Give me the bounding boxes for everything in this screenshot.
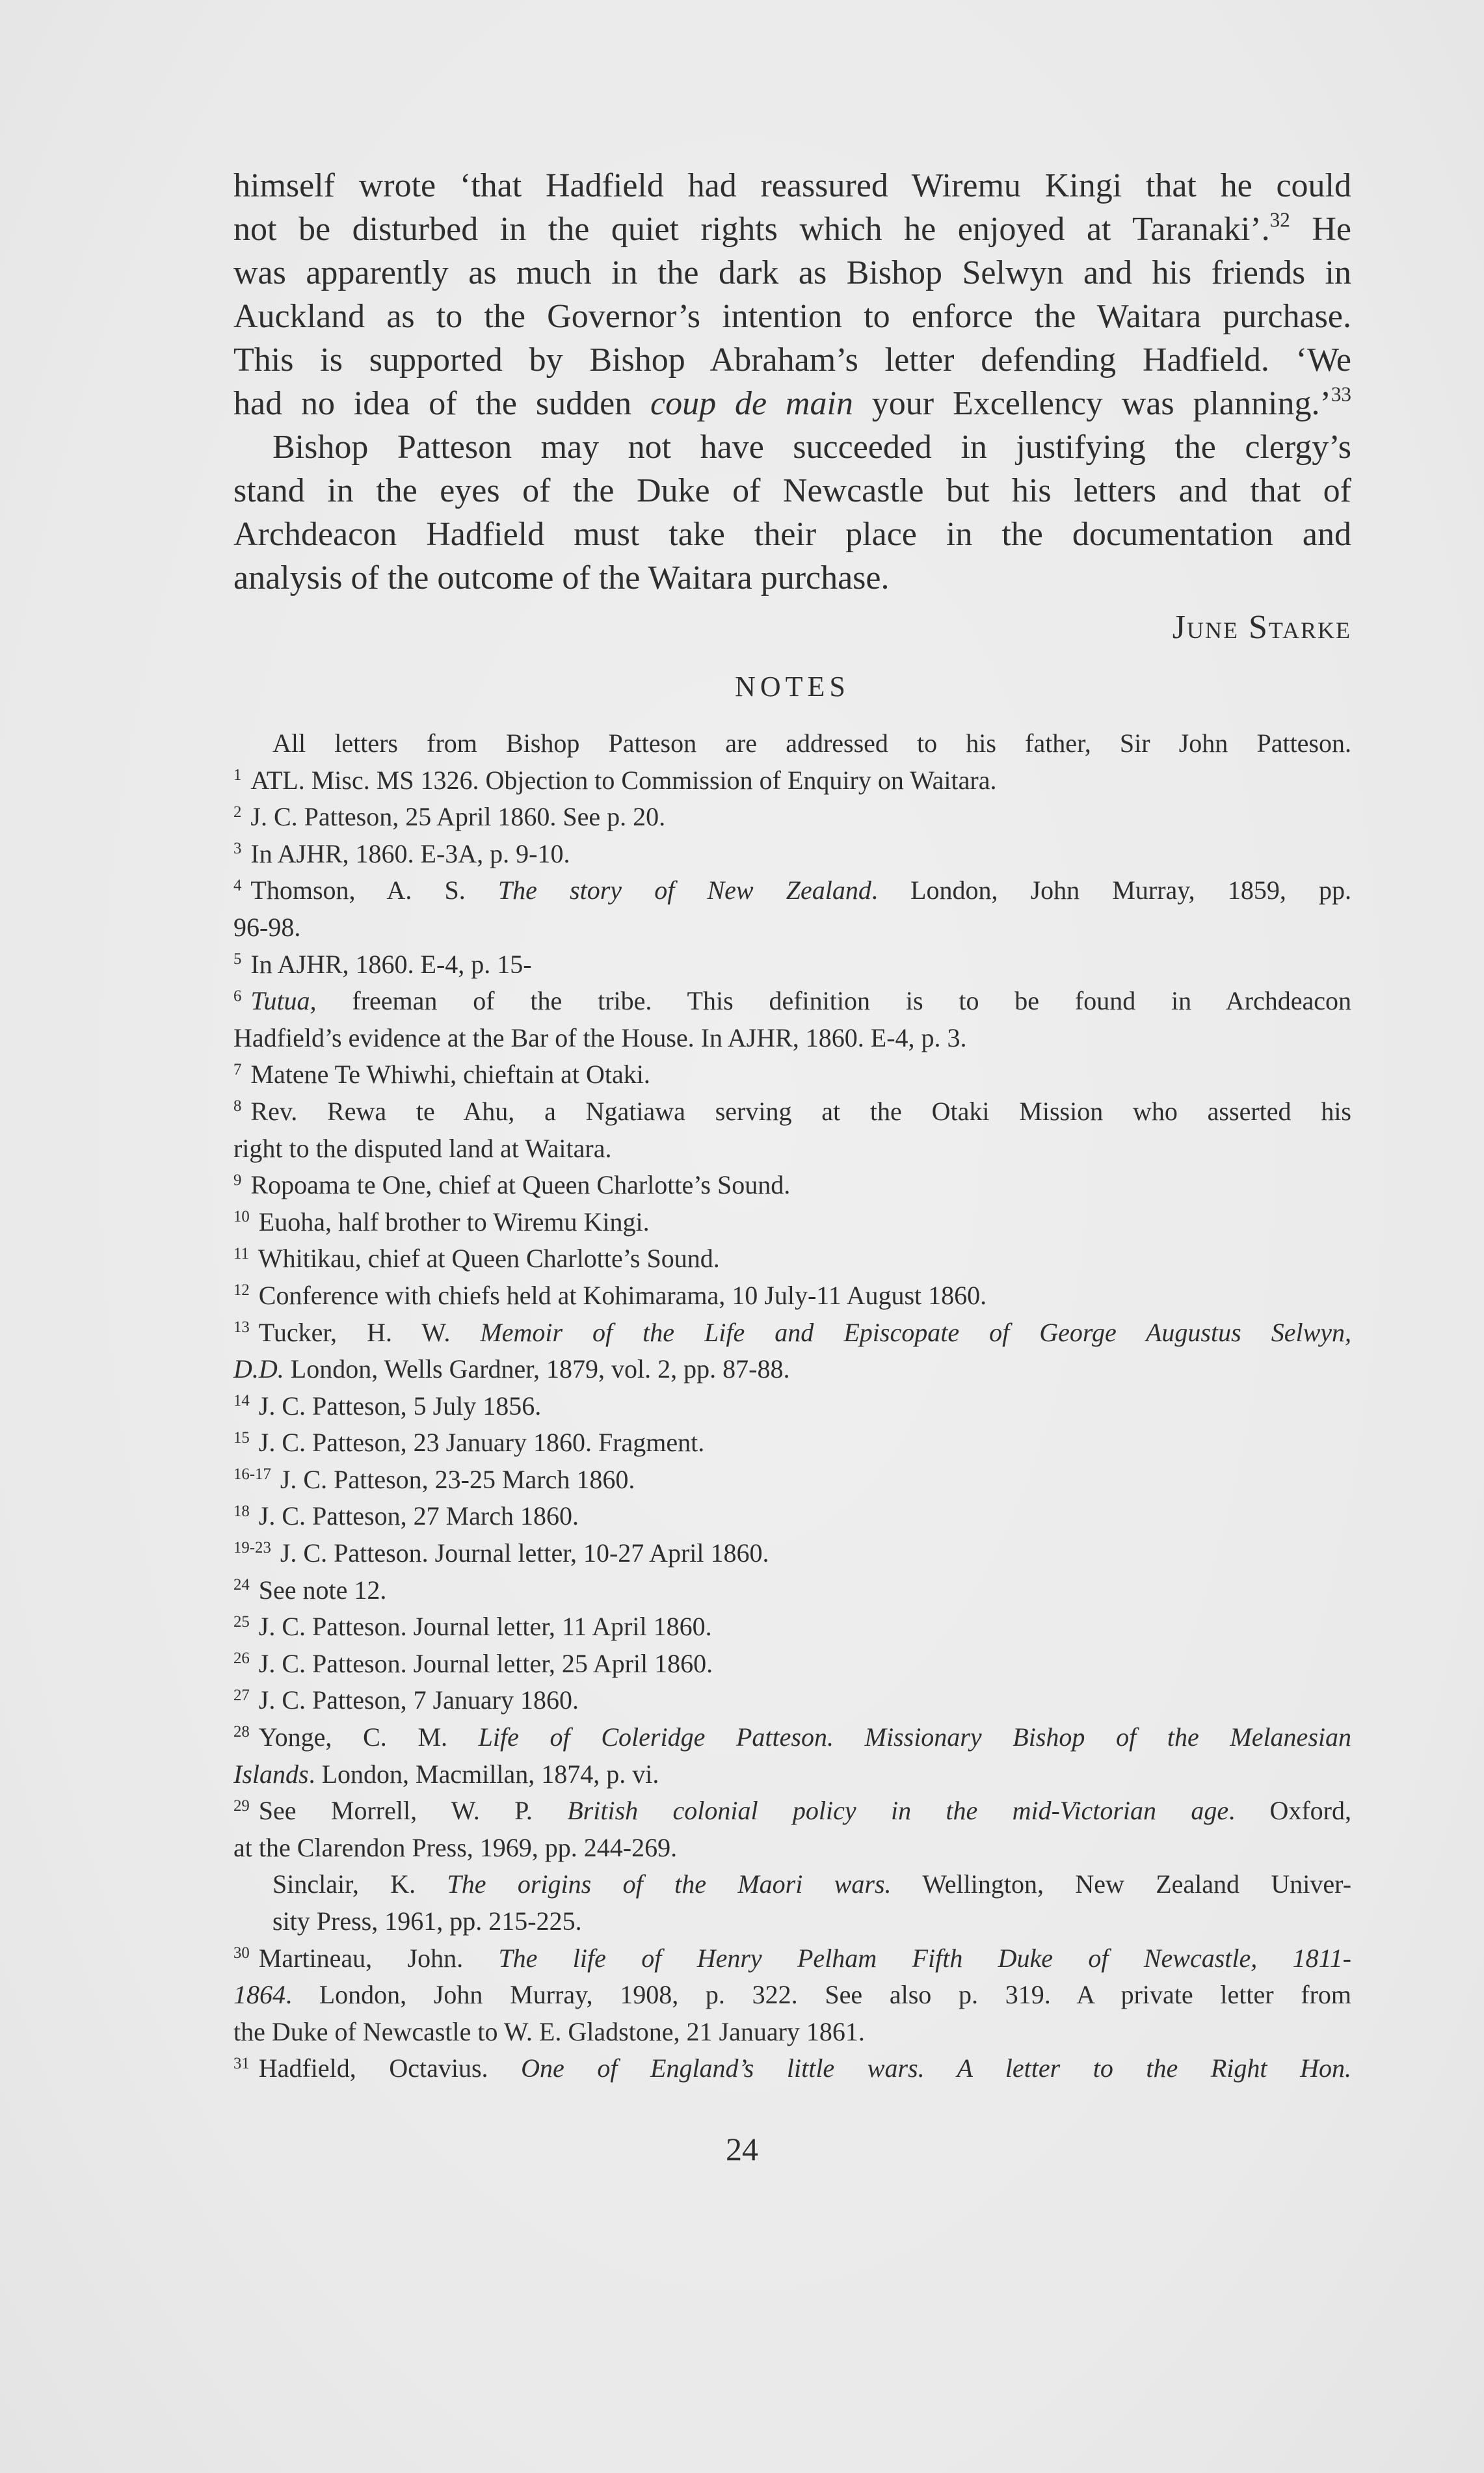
text-run: ATL. Misc. MS 1326. Objection to Commission of Enquiry on Waitara. [250,765,997,795]
note-line [233,1719,1351,1756]
note-number: 6 [233,987,242,1005]
note-line [233,2014,1351,2051]
text-run: He [1290,211,1351,248]
text-run: J. C. Patteson, 7 January 1860. [258,1685,579,1715]
note-line [233,1830,1351,1867]
text-run: The story of New Zealand [497,876,871,905]
text-run: Rev. Rewa te Ahu, a Ngatiawa serving at the Otaki Mission who asserted his [250,1096,1351,1126]
text-run: not be disturbed in the quiet rights which he enjoyed at Taranaki’. [233,211,1270,248]
note-line [233,836,1351,873]
note-line [233,1020,1351,1057]
note-line [233,983,1351,1020]
text-run: Tucker, H. W. [258,1317,481,1347]
note-number: 11 [233,1244,249,1263]
note-number: 3 [233,840,242,858]
text-run: Hadfield’s evidence at the Bar of the House. In AJHR, 1860. E-4, p. 3. [233,1023,967,1052]
body-line [233,164,1351,207]
note-line [233,872,1351,909]
note-number: 8 [233,1097,242,1116]
text-run: freeman of the tribe. This definition is to be found in Archdeacon [316,986,1351,1016]
note-line [233,1866,1351,1903]
note-number: 5 [233,950,242,968]
note-number: 31 [233,2054,250,2072]
note-number: 26 [233,1650,250,1668]
text-run: D.D. [233,1354,284,1384]
note-line [233,1646,1351,1683]
note-line [233,1462,1351,1499]
text-run: Islands [233,1759,309,1789]
note-line [233,1056,1351,1093]
body-line [233,295,1351,338]
text-run: Matene Te Whiwhi, chieftain at Otaki. [250,1060,650,1089]
text-run: . London, John Murray, 1908, p. 322. See also p. 319. A private letter from [285,1980,1351,2010]
note-number: 29 [233,1797,250,1815]
note-number: 27 [233,1686,250,1704]
text-run: himself wrote ‘that Hadfield had reassured Wiremu Kingi that he could [233,167,1351,204]
note-line [233,1130,1351,1168]
text-run: J. C. Patteson, 5 July 1856. [258,1391,542,1421]
note-line [233,1903,1351,1940]
body-line [233,251,1351,295]
note-line [233,909,1351,946]
note-number: 14 [233,1392,250,1410]
text-run: See note 12. [258,1575,387,1605]
text-run: Thomson, A. S. [250,876,498,905]
notes-list [233,725,1351,2087]
text-run: J. C. Patteson, 23-25 March 1860. [280,1464,635,1494]
text-run: Bishop Patteson may not have succeeded in justifying the clergy’s [272,429,1351,466]
text-run: Memoir of the Life and Episcopate of George Augustus Selwyn, [480,1317,1352,1347]
text-run: 96-98. [233,912,301,942]
note-line [233,1388,1351,1425]
note-line [233,1572,1351,1609]
note-line [233,1315,1351,1352]
text-run: the Duke of Newcastle to W. E. Gladstone, 21 January 1861. [233,2016,865,2046]
text-run: . Oxford, [1228,1796,1351,1826]
text-run: J. C. Patteson, 27 March 1860. [258,1501,579,1531]
text-run: was apparently as much in the dark as Bishop Selwyn and his friends in [233,254,1351,291]
note-line [233,1682,1351,1719]
note-number: 2 [233,803,242,821]
note-number: 18 [233,1502,250,1520]
body-line [233,338,1351,382]
note-line [233,1940,1351,1977]
text-run: coup de main [650,385,853,422]
notes-heading: NOTES [735,671,850,702]
note-line [233,1977,1351,2014]
note-line [233,1756,1351,1793]
text-run: Martineau, John. [258,1943,499,1973]
text-run: In AJHR, 1860. E-4, p. 15- [250,949,532,979]
text-run: Sinclair, K. [272,1869,447,1899]
note-number: 9 [233,1171,242,1189]
note-line [233,1424,1351,1462]
text-run: . London, Macmillan, 1874, p. vi. [308,1759,659,1789]
text-run: The origins of the Maori wars. [447,1869,892,1899]
note-number: 15 [233,1428,250,1447]
text-run: Hadfield, Octavius. [258,2053,522,2083]
note-line [233,1240,1351,1277]
text-run: Conference with chiefs held at Kohimarama, 10 July-11 August 1860. [258,1280,987,1310]
text-run: 1864 [233,1980,285,2010]
text-run: . London, John Murray, 1859, pp. [871,876,1351,905]
author-name: June Starke [1172,609,1351,646]
note-number: 25 [233,1612,250,1631]
note-number: 28 [233,1723,250,1741]
footnote-ref: 32 [1269,208,1290,232]
body-line [233,513,1351,556]
body-line [233,382,1351,425]
note-number: 16-17 [233,1465,271,1484]
text-run: J. C. Patteson. Journal letter, 11 April 1860. [258,1612,712,1642]
note-number: 4 [233,876,242,894]
text-run: Tutua, [250,986,317,1016]
text-run: Auckland as to the Governor’s intention to enforce the Waitara purchase. [233,298,1351,335]
note-line [233,1535,1351,1572]
text-run: All letters from Bishop Patteson are addressed to his father, Sir John Patteson. [272,729,1351,758]
text-run: Whitikau, chief at Queen Charlotte’s Sound. [258,1244,720,1274]
note-number: 7 [233,1060,242,1078]
text-run: analysis of the outcome of the Waitara purchase. [233,559,890,596]
text-run: The life of Henry Pelham Fifth Duke of Newcastle, 1811- [498,1943,1351,1973]
note-number: 24 [233,1576,250,1594]
text-run: J. C. Patteson, 23 January 1860. Fragment. [258,1428,705,1458]
body-line [233,556,1351,600]
note-number: 19-23 [233,1539,271,1557]
note-line [233,1351,1351,1388]
text-run: In AJHR, 1860. E-3A, p. 9-10. [250,838,570,868]
note-line [233,762,1351,799]
text-run: sity Press, 1961, pp. 215-225. [272,1906,582,1936]
note-number: 10 [233,1208,250,1226]
note-number: 30 [233,1944,250,1962]
note-line [233,1093,1351,1130]
note-line [233,1498,1351,1535]
body-text [233,164,1351,600]
body-line [233,469,1351,513]
note-line [233,1793,1351,1830]
text-run: J. C. Patteson. Journal letter, 25 April 1860. [258,1648,713,1678]
note-line [233,1609,1351,1646]
note-line [233,1277,1351,1315]
note-line [233,799,1351,836]
note-line [233,2050,1351,2087]
text-run: One of England’s little wars. A letter to the Right Hon. [521,2053,1351,2083]
text-run: Wellington, New Zealand Univer- [891,1869,1352,1899]
text-run: J. C. Patteson. Journal letter, 10-27 April 1860. [280,1538,769,1568]
text-run: J. C. Patteson, 25 April 1860. See p. 20. [250,802,666,832]
page-number: 24 [726,2131,758,2167]
text-run: Euoha, half brother to Wiremu Kingi. [258,1207,650,1236]
text-run: Yonge, C. M. [258,1722,479,1752]
note-line [233,1167,1351,1204]
author-signature [233,608,1351,647]
note-number: 12 [233,1281,250,1300]
text-run: See Morrell, W. P. [258,1796,568,1826]
note-line [233,946,1351,983]
text-run: Life of Coleridge Patteson. Missionary Bishop of the Melanesian [478,1722,1351,1752]
text-run: at the Clarendon Press, 1969, pp. 244-269. [233,1832,678,1862]
text-run: had no idea of the sudden [233,385,651,422]
note-line [233,1204,1351,1241]
text-run: Archdeacon Hadfield must take their place in the documentation and [233,516,1351,553]
text-run: your Excellency was planning.’ [853,385,1331,422]
text-run: right to the disputed land at Waitara. [233,1133,612,1163]
text-run: This is supported by Bishop Abraham’s letter defending Hadfield. ‘We [233,341,1351,379]
footnote-ref: 33 [1331,382,1351,406]
body-line [233,425,1351,469]
note-line [233,725,1351,762]
text-run: London, Wells Gardner, 1879, vol. 2, pp. 87-88. [284,1354,790,1384]
body-line [233,207,1351,251]
text-run: stand in the eyes of the Duke of Newcastle but his letters and that of [233,472,1351,509]
text-run: Ropoama te One, chief at Queen Charlotte’s Sound. [250,1170,791,1200]
note-number: 13 [233,1318,250,1336]
text-run: British colonial policy in the mid-Victorian age [567,1796,1229,1826]
note-number: 1 [233,766,242,784]
